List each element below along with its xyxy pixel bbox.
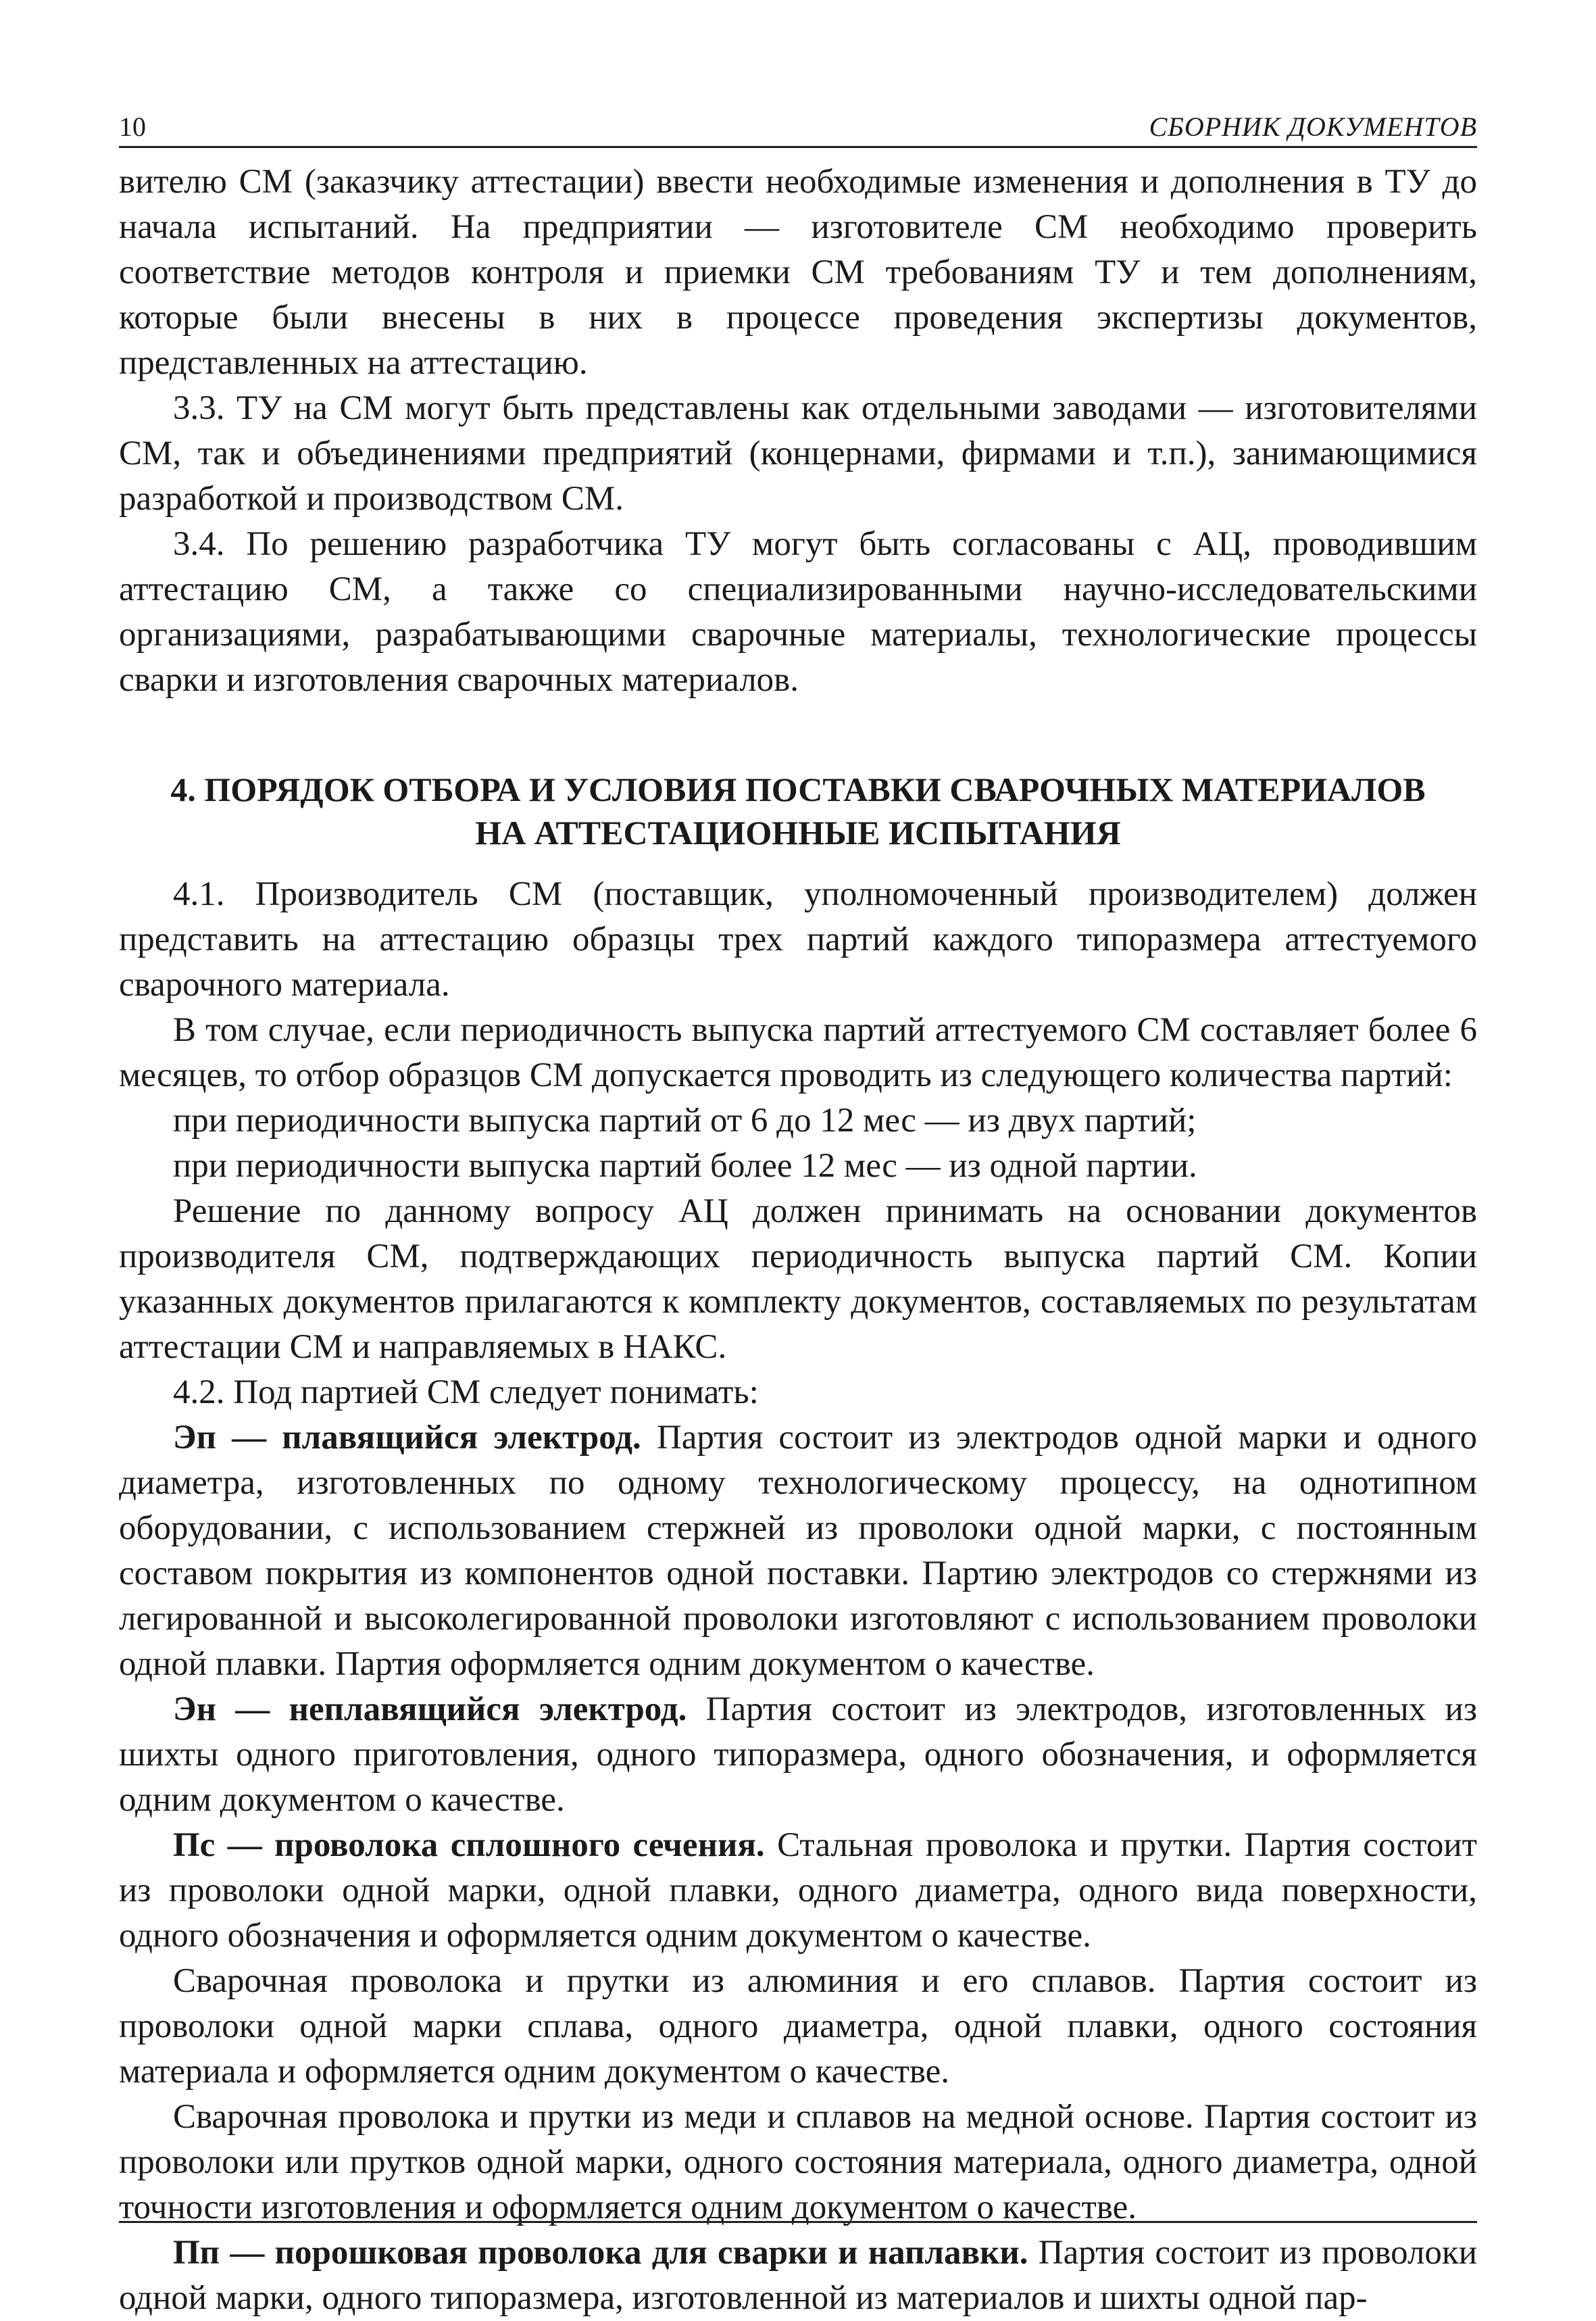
book-title: СБОРНИК ДОКУМЕНТОВ (1149, 112, 1477, 142)
paragraph-decision: Решение по данному вопросу АЦ должен принимать на основании документов производителя СМ, подтверждающих периодичность выпуска партий СМ. Копии указанных документов прилагаются к комплекту документов, составляемых по результатам аттестации СМ и направляемых в НАКС. (119, 1192, 1477, 1366)
paragraph-copper-wire: Сварочная проволока и прутки из меди и сплавов на медной основе. Партия состоит из проволоки или прутков одной марки, одного состояния материала, одного диаметра, одной точности изготовления и оформляется одним документом о качестве. (119, 2098, 1477, 2226)
section-heading-line-2: НА АТТЕСТАЦИОННЫЕ ИСПЫТАНИЯ (475, 814, 1121, 852)
definition-text: Партия состоит из электродов, изготовленных из шихты одного приготовления, одного типоразмера, одного обозначения, и оформляется одним документом о качестве. (119, 1690, 1477, 1819)
section-heading-line-1: 4. ПОРЯДОК ОТБОРА И УСЛОВИЯ ПОСТАВКИ СВАРОЧНЫХ МАТЕРИАЛОВ (170, 771, 1426, 808)
paragraph-4-1: 4.1. Производитель СМ (поставщик, уполномоченный производителем) должен представить на аттестацию образцы трех партий каждого типоразмера аттестуемого сварочного материала. (119, 875, 1477, 1004)
definition-nonconsumable-electrode (119, 1687, 1477, 1823)
paragraph-4-2: 4.2. Под партией СМ следует понимать: (173, 1373, 759, 1411)
definition-solid-wire (119, 1823, 1477, 1959)
definition-consumable-electrode (119, 1415, 1477, 1687)
page-number: 10 (119, 112, 146, 142)
definition-text: Партия состоит из электродов одной марки и одного диаметра, изготовленных по одному технологическому процессу, на однотипном оборудовании, с использованием стержней из проволоки одной марки, с постоянным составом покрытия из компонентов одной поставки. Партию электродов со стержнями из легированной и высоколегированной проволоки изготовляют с использованием проволоки одной плавки. Партия оформляется одним документом о качестве. (119, 1419, 1477, 1683)
list-item-one-batch: при периодичности выпуска партий более 12 мес — из одной партии. (173, 1147, 1197, 1185)
paragraph-aluminium-wire: Сварочная проволока и прутки из алюминия и его сплавов. Партия состоит из проволоки одной марки сплава, одного диаметра, одной плавки, одного состояния материала и оформляется одним документом о качестве. (119, 1962, 1477, 2091)
definition-flux-cored-wire (119, 2230, 1477, 2321)
paragraph-continued: вителю СМ (заказчику аттестации) ввести необходимые изменения и дополнения в ТУ до начала испытаний. На предприятии — изготовителе СМ необходимо проверить соответствие методов контроля и приемки СМ требованиям ТУ и тем дополнениям, которые были внесены в них в процессе проведения экспертизы документов, представленных на аттестацию. (119, 163, 1477, 382)
definition-term: Эп — плавящийся электрод. (173, 1419, 641, 1457)
definition-text: Стальная проволока и прутки. Партия состоит из проволоки одной марки, одной плавки, одного диаметра, одного вида поверхности, одного обозначения и оформляется одним документом о качестве. (119, 1826, 1477, 1955)
section-heading (119, 768, 1477, 854)
definition-term: Эн — неплавящийся электрод. (173, 1690, 687, 1728)
running-header (119, 108, 1477, 148)
definition-term: Пс — проволока сплошного сечения. (173, 1826, 765, 1864)
paragraph-3-3: 3.3. ТУ на СМ могут быть представлены как отдельными заводами — изготовителями СМ, так и объединениями предприятий (концернами, фирмами и т.п.), занимающимися разработкой и производством СМ. (119, 389, 1477, 518)
definition-term: Пп — порошковая проволока для сварки и наплавки. (173, 2234, 1028, 2272)
page-body (119, 160, 1477, 2321)
list-item-two-batches: при периодичности выпуска партий от 6 до 12 мес — из двух партий; (173, 1102, 1197, 1140)
definition-text: Партия состоит из проволоки одной марки, одного типоразмера, изготовленной из материалов и шихты одной пар- (119, 2234, 1477, 2317)
paragraph-3-4: 3.4. По решению разработчика ТУ могут быть согласованы с АЦ, проводившим аттестацию СМ, а также со специализированными научно-исследовательскими организациями, разрабатывающими сварочные материалы, технологические процессы сварки и изготовления сварочных материалов. (119, 525, 1477, 699)
footer-rule (119, 2221, 1477, 2223)
paragraph-periodicity: В том случае, если периодичность выпуска партий аттестуемого СМ составляет более 6 месяцев, то отбор образцов СМ допускается проводить из следующего количества партий: (119, 1011, 1477, 1094)
